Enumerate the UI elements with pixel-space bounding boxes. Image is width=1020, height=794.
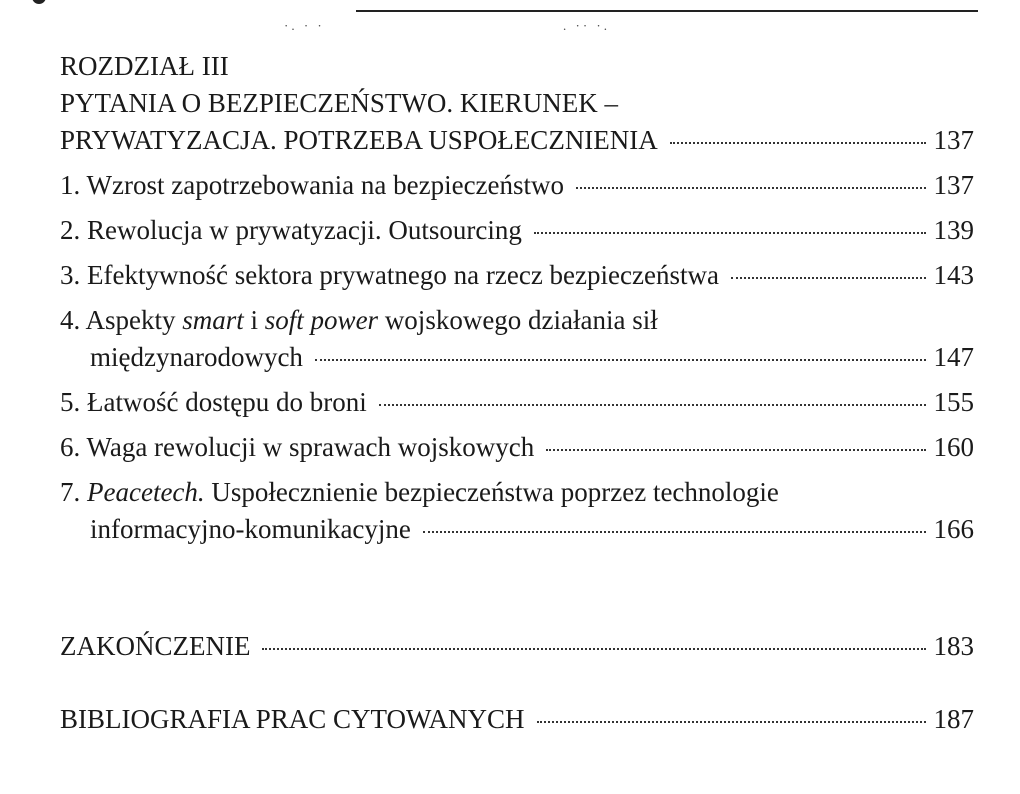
toc-entry: [60, 384, 974, 421]
entry-number: 4.: [60, 305, 81, 335]
entry-title: Wzrost zapotrzebowania na bezpieczeństwo: [86, 170, 565, 200]
entry-title-part: Uspołecznienie bezpieczeństwa poprzez technologie: [204, 477, 779, 507]
entry-title: Rewolucja w prywatyzacji. Outsourcing: [87, 215, 522, 245]
chapter-title-line2: PRYWATYZACJA. POTRZEBA USPOŁECZNIENIA: [60, 125, 658, 155]
top-rule: [356, 10, 978, 12]
dot-leader: [731, 277, 926, 279]
entry-title: Łatwość dostępu do broni: [87, 387, 367, 417]
entry-title-italic: Peacetech.: [87, 477, 205, 507]
entry-title-part: wojskowego działania sił: [378, 305, 658, 335]
scan-speck: ·. · ·: [284, 18, 325, 33]
toc-entry: [60, 474, 974, 548]
entry-title-part: Aspekty: [85, 305, 183, 335]
bibliography-label: BIBLIOGRAFIA PRAC CYTOWANYCH: [60, 704, 525, 734]
dot-leader: [670, 142, 926, 144]
entry-title-continuation: informacyjno-komunikacyjne: [90, 514, 411, 544]
entry-number: 2.: [60, 215, 81, 245]
page-number: 139: [933, 215, 974, 245]
scan-speck: . ·· ·.: [563, 18, 610, 33]
chapter-title-line1: PYTANIA O BEZPIECZEŃSTWO. KIERUNEK –: [60, 88, 619, 118]
entry-title: Waga rewolucji w sprawach wojskowych: [86, 432, 535, 462]
toc-entry: [60, 167, 974, 204]
page-number: 160: [933, 432, 974, 462]
chapter-label: ROZDZIAŁ III: [60, 51, 229, 81]
page-number: 137: [933, 125, 974, 155]
entry-number: 5.: [60, 387, 81, 417]
dot-leader: [534, 232, 926, 234]
toc-section-bibliography: [60, 701, 974, 738]
chapter-title-row: [60, 122, 974, 159]
page-number: 155: [933, 387, 974, 417]
toc-entry: [60, 212, 974, 249]
dot-leader: [423, 531, 926, 533]
page-number: 143: [933, 260, 974, 290]
entry-number: 7.: [60, 477, 81, 507]
entry-number: 6.: [60, 432, 81, 462]
dot-leader: [537, 721, 926, 723]
toc-entry: [60, 302, 974, 376]
page-number: 147: [933, 342, 974, 372]
page-number: 183: [933, 631, 974, 661]
entry-title: Efektywność sektora prywatnego na rzecz bezpieczeństwa: [87, 260, 719, 290]
page-number: 187: [933, 704, 974, 734]
dot-leader: [576, 187, 925, 189]
toc-entry: [60, 429, 974, 466]
table-of-contents: [60, 48, 974, 738]
entry-title-italic: soft power: [264, 305, 379, 335]
toc-entry: [60, 257, 974, 294]
page-number: 166: [933, 514, 974, 544]
dot-leader: [262, 648, 925, 650]
dot-leader: [379, 404, 926, 406]
page-corner-mark: [32, 0, 46, 4]
dot-leader: [546, 449, 925, 451]
page-number: 137: [933, 170, 974, 200]
entry-number: 1.: [60, 170, 81, 200]
entry-title-continuation: międzynarodowych: [90, 342, 303, 372]
closing-label: ZAKOŃCZENIE: [60, 631, 251, 661]
dot-leader: [315, 359, 926, 361]
entry-number: 3.: [60, 260, 81, 290]
toc-section-closing: [60, 628, 974, 665]
entry-title-italic: smart: [182, 305, 244, 335]
entry-title-part: i: [243, 305, 265, 335]
